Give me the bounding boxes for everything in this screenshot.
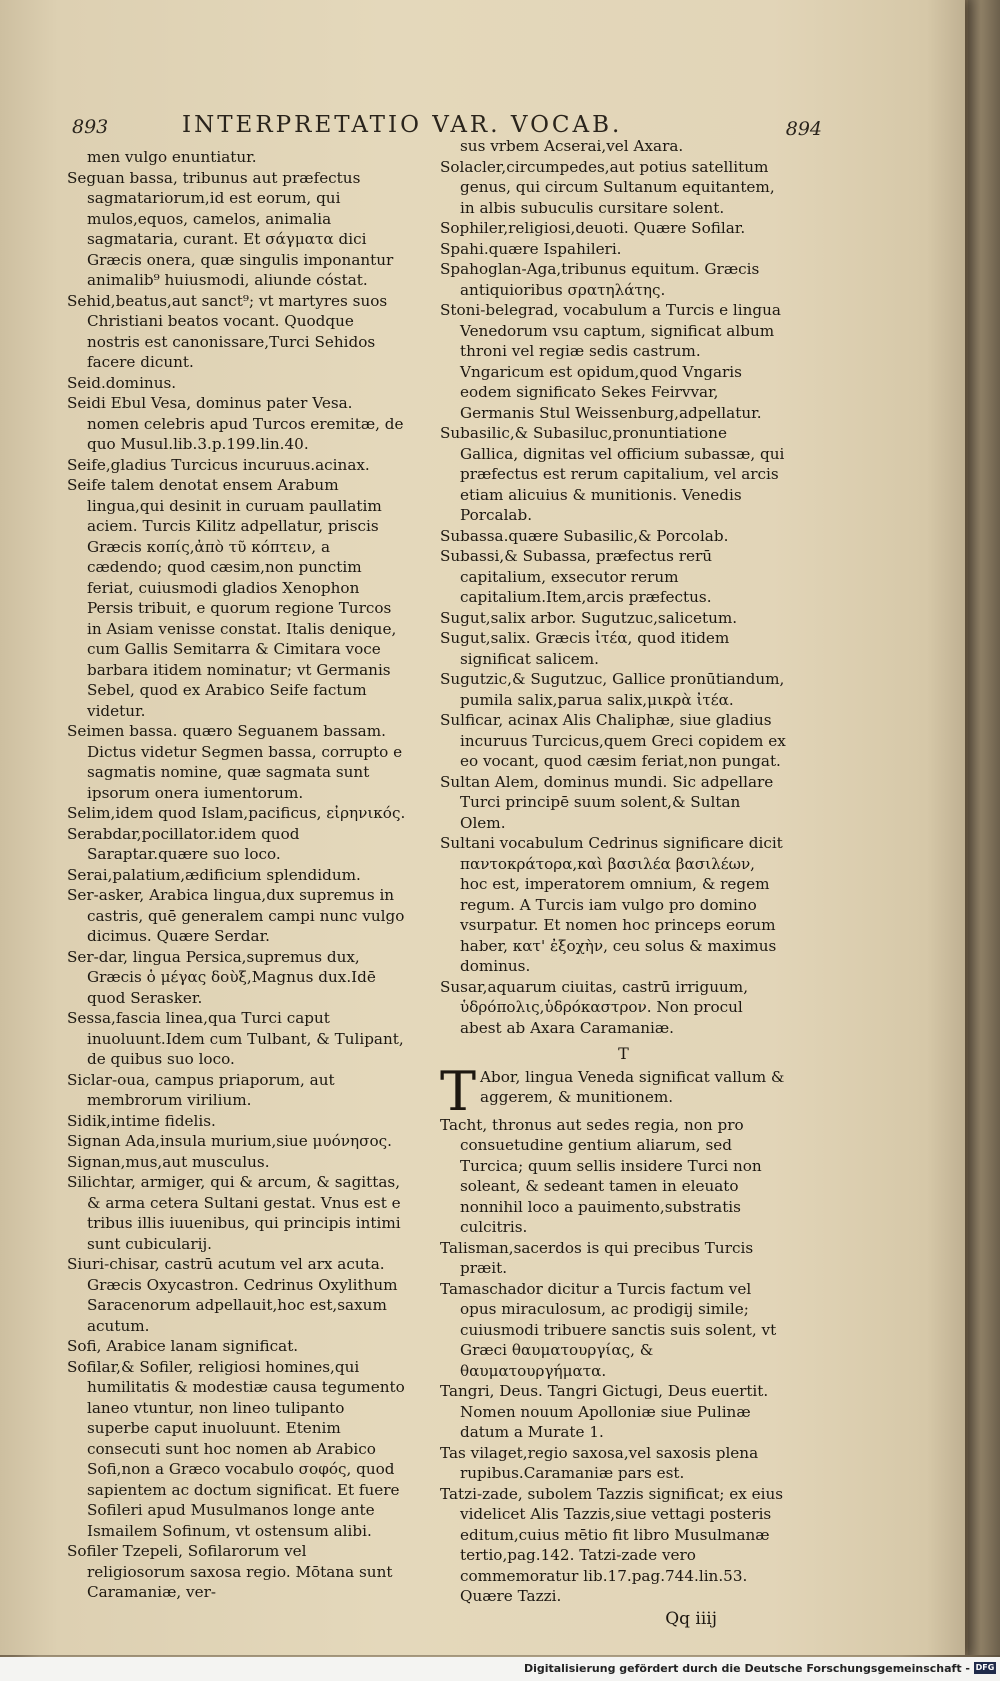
glossary-entry: Selim,idem quod Islam,pacificus, εἰρηνικός. (67, 804, 406, 822)
glossary-entry: Sofiler Tzepeli, Sofilarorum vel religiosorum saxosa regio. Mōtana sunt Caramaniæ, ver- (67, 1542, 393, 1601)
dfg-logo: DFG (975, 1663, 995, 1672)
glossary-entry: Siclar-oua, campus priaporum, aut membrorum virilium. (67, 1070, 335, 1109)
left-column (67, 147, 409, 1603)
glossary-entry: Spahoglan-Aga,tribunus equitum. Græcis antiquioribus σρατηλάτης. (440, 260, 760, 299)
glossary-entry: Signan Ada,insula murium,siue μυόνησος. (67, 1132, 392, 1150)
glossary-entry: Spahi.quære Ispahileri. (440, 239, 622, 258)
glossary-entry: Serai,palatium,ædificium splendidum. (67, 865, 361, 884)
glossary-entry: Ser-asker, Arabica lingua,dux supremus in castris, quē generalem campi nunc vulgo dicimus. Quære Serdar. (67, 886, 405, 945)
glossary-entry: Seife talem denotat ensem Arabum lingua,qui desinit in curuam paullatim aciem. Turcis Kilitz adpellatur, priscis Græcis κοπίς,ἀπὸ τῦ κόπτειν, a cædendo; quod cæsim,non punctim feriat, cuiusmodi gladios Xenophon Persis tribuit, e quorum regione Turcos in Asiam venisse constat. Italis denique, cum Gallis Semitarra & Cimitara voce barbara itidem nominatur; vt Germanis Sebel, quod ex Arabico Seife factum videtur. (67, 476, 397, 720)
digitization-footer (0, 1657, 1000, 1681)
glossary-entry: Seid.dominus. (67, 373, 177, 392)
glossary-entry: Seife,gladius Turcicus incuruus.acinax. (67, 455, 370, 474)
glossary-entry: Solacler,circumpedes,aut potius satellitum genus, qui circum Sultanum equitantem, in albis subuculis cursitare solent. (440, 157, 775, 217)
right-column (440, 136, 787, 1629)
glossary-entry: Ser-dar, lingua Persica,supremus dux, Græcis ὁ μέγας δοὺξ,Magnus dux.Idē quod Serasker. (67, 947, 376, 1007)
glossary-entry: Sugut,salix. Græcis ἰτέα, quod itidem significat salicem. (440, 629, 730, 668)
glossary-entry-text: Abor, lingua Veneda significat vallum & aggerem, & munitionem. (480, 1067, 785, 1106)
glossary-entry: Sultani vocabulum Cedrinus significare dicit παντοκράτορα,καὶ βασιλέα βασιλέων, hoc est, imperatorem omnium, & regem regum. A Turcis iam vulgo pro domino vsurpatur. Et nomen hoc princeps eorum haber, κατ' ἐξοχὴν, ceu solus & maximus dominus. (440, 834, 783, 975)
glossary-entry: Seimen bassa. quæro Seguanem bassam. Dictus videtur Segmen bassa, corrupto e sagmatis nomine, quæ sagmata sunt ipsorum onera iumentorum. (67, 722, 403, 802)
glossary-entry: Serabdar,pocillator.idem quod Saraptar.quære suo loco. (67, 824, 300, 863)
glossary-entry: Subasilic,& Subasiluc,pronuntiatione Gallica, dignitas vel officium subassæ, qui præfectus est rerum capitalium, vel arcis etiam alicuius & munitionis. Venedis Porcalab. (440, 424, 785, 524)
glossary-entry: Subassi,& Subassa, præfectus rerū capitalium, exsecutor rerum capitalium.Item,arcis præfectus. (440, 547, 713, 606)
glossary-entry: Signan,mus,aut musculus. (67, 1152, 270, 1171)
glossary-entry: Tatzi-zade, subolem Tazzis significat; ex eius videlicet Alis Tazzis,siue vettagi posteris editum,cuius mētio fit libro Musulmanæ tertio,pag.142. Tatzi-zade vero commemoratur lib.17.pag.744.lin.53. Quære Tazzi. (440, 1484, 784, 1605)
glossary-entry: Susar,aquarum ciuitas, castrū irriguum, ὑδρόπολις,ὑδρόκαστρον. Non procul abest ab Axara Caramaniæ. (440, 977, 749, 1037)
glossary-entry: Sidik,intime fidelis. (67, 1111, 216, 1130)
glossary-entry: Seidi Ebul Vesa, dominus pater Vesa. nomen celebris apud Turcos eremitæ, de quo Musul.lib.3.p.199.lin.40. (67, 394, 404, 453)
page-number-right: 894 (785, 118, 822, 140)
glossary-entry: Talisman,sacerdos is qui precibus Turcis præit. (440, 1238, 754, 1277)
glossary-entry: Silichtar, armiger, qui & arcum, & sagittas, & arma cetera Sultani gestat. Vnus est e tribus illis iuuenibus, qui principis intimi sunt cubicularij. (67, 1173, 401, 1253)
glossary-entry: Subassa.quære Subasilic,& Porcolab. (440, 526, 729, 545)
section-letter: T (618, 1044, 629, 1063)
glossary-entry: Sulficar, acinax Alis Chaliphæ, siue gladius incuruus Turcicus,quem Greci copidem ex eo vocant, quod cæsim feriat,non pungat. (440, 711, 786, 770)
glossary-entry: Sessa,fascia linea,qua Turci caput inuoluunt.Idem cum Tulbant, & Tulipant, de quibus suo loco. (67, 1009, 404, 1068)
glossary-entry: Seguan bassa, tribunus aut præfectus sagmatariorum,id est eorum, qui mulos,equos, camelos, animalia sagmataria, curant. Et σάγματα dici Græcis onera, quæ singulis imponantur animalib⁹ huiusmodi, aliunde cóstat. (67, 168, 394, 289)
glossary-entry: Tangri, Deus. Tangri Gictugi, Deus euertit. Nomen nouum Apolloniæ siue Pulinæ datum a Murate 1. (440, 1382, 769, 1441)
book-edge (968, 0, 1000, 1655)
drop-cap: T (440, 1059, 477, 1123)
glossary-entry: Sugutzic,& Sugutzuc, Gallice pronūtiandum, pumila salix,parua salix,μικρὰ ἰτέα. (440, 670, 785, 709)
glossary-entry: Sugut,salix arbor. Sugutzuc,salicetum. (440, 608, 738, 627)
page-number-left: 893 (72, 116, 109, 138)
glossary-entry: Stoni-belegrad, vocabulum a Turcis e lingua Venedorum vsu captum, significat album throni vel regiæ sedis castrum. Vngaricum est opidum,quod Vngaris eodem significato Sekes Feirvvar, Germanis Stul Weissenburg,adpellatur. (440, 301, 781, 422)
glossary-entry: Sophiler,religiosi,deuoti. Quære Sofilar. (440, 219, 746, 237)
footer-text: Digitalisierung gefördert durch die Deutsche Forschungsgemeinschaft - (523, 1662, 970, 1675)
glossary-entry: sus vrbem Acserai,vel Axara. (460, 137, 684, 155)
running-title: INTERPRETATIO VAR. VOCAB. (182, 112, 623, 138)
glossary-entry: Tamaschador dicitur a Turcis factum vel opus miraculosum, ac prodigij simile; cuiusmodi tribuere sanctis suis solent, vt Græci θαυματουργίας, & θαυματουργήματα. (440, 1279, 777, 1380)
glossary-entry: Sofi, Arabice lanam significat. (67, 1337, 299, 1355)
glossary-entry: Sultan Alem, dominus mundi. Sic adpellare Turci principē suum solent,& Sultan Olem. (440, 772, 774, 832)
glossary-entry: men vulgo enuntiatur. (87, 148, 257, 166)
glossary-entry: Sehid,beatus,aut sanct⁹; vt martyres suos Christiani beatos vocant. Quodque nostris est canonissare,Turci Sehidos facere dicunt. (67, 291, 388, 371)
glossary-entry: Tacht, thronus aut sedes regia, non pro consuetudine gentium aliarum, sed Turcica; quum sellis insidere Turci non soleant, & sedeant tamen in eleuato nonnihil loco a pauimento,substratis culcitris. (440, 1115, 762, 1236)
glossary-entry: Siuri-chisar, castrū acutum vel arx acuta. Græcis Oxycastron. Cedrinus Oxylithum Saracenorum adpellauit,hoc est,saxum acutum. (67, 1255, 398, 1335)
signature-mark: Qq iiij (665, 1608, 717, 1629)
glossary-entry: Tas vilaget,regio saxosa,vel saxosis plena rupibus.Caramaniæ pars est. (440, 1443, 759, 1482)
glossary-entry: Sofilar,& Sofiler, religiosi homines,qui humilitatis & modestiæ causa tegumento laneo vtuntur, non lineo tulipanto superbe caput inuoluunt. Etenim consecuti sunt hoc nomen ab Arabico Sofi,non a Græco vocabulo σοφός, quod sapientem ac doctum significat. Et fuere Sofileri apud Musulmanos longe ante Ismailem Sofinum, vt ostensum alibi. (67, 1357, 405, 1540)
glossary-entry-first (440, 1059, 787, 1123)
